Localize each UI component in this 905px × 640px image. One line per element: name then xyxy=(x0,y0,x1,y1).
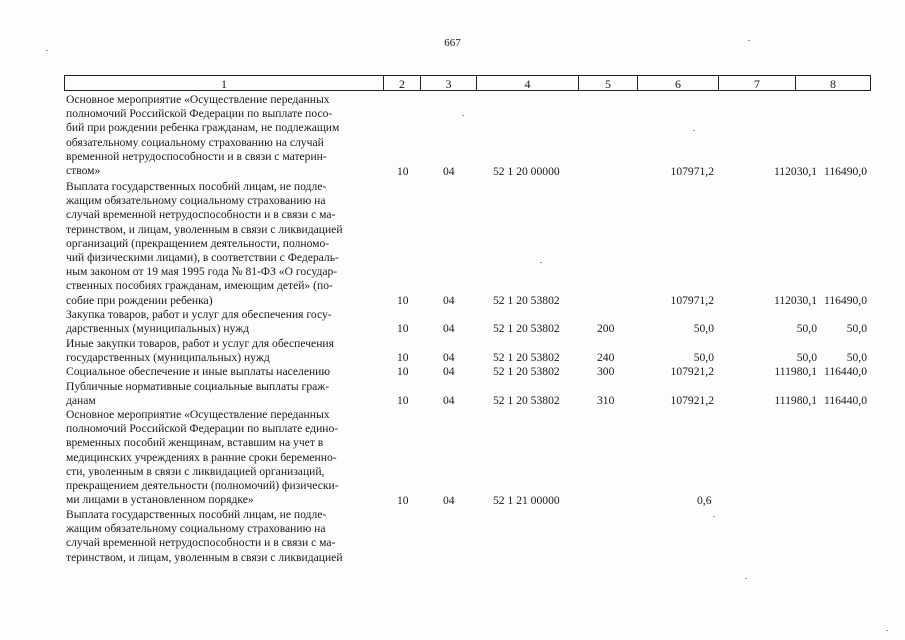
row-target-code: 52 1 20 00000 xyxy=(493,165,560,178)
row-subsection: 04 xyxy=(443,351,455,364)
row-description: Иные закупки товаров, работ и услуг для обеспечения государственных (муниципальных) нужд xyxy=(66,337,334,365)
header-col-4: 4 xyxy=(477,75,579,91)
header-col-2: 2 xyxy=(384,75,421,91)
row-description: Основное мероприятие «Осуществление переданных полномочий Российской Федерации по выплате едино- временных пособий женщинам, вставшим на учет в медицинских учреждениях в ранние сроки беременно- сти, уволенным в связи с ликвидацией организаций, прекращением деятельности (полномочий) физически- ми лицами в установленном порядке» xyxy=(66,408,339,507)
row-amount-col8: 116440,0 xyxy=(823,394,867,407)
row-amount-col6: 107971,2 xyxy=(670,165,714,178)
row-amount-col6: 0,6 xyxy=(697,494,712,507)
row-section: 10 xyxy=(397,294,409,307)
row-description: Социальное обеспечение и иные выплаты населению xyxy=(66,365,331,378)
row-amount-col8: 50,0 xyxy=(846,351,867,364)
row-expense-type: 200 xyxy=(597,322,615,335)
row-subsection: 04 xyxy=(443,494,455,507)
scan-speck xyxy=(540,262,542,263)
header-col-5: 5 xyxy=(579,75,638,91)
row-section: 10 xyxy=(397,365,409,378)
row-amount-col6: 107921,2 xyxy=(670,394,714,407)
header-col-1: 1 xyxy=(64,75,384,91)
scan-speck xyxy=(462,115,464,116)
row-amount-col6: 107971,2 xyxy=(670,294,714,307)
row-amount-col6: 107921,2 xyxy=(670,365,714,378)
row-section: 10 xyxy=(397,322,409,335)
row-amount-col6: 50,0 xyxy=(693,351,714,364)
row-description: Публичные нормативные социальные выплаты граж- данам xyxy=(66,380,330,408)
row-amount-col7: 111980,1 xyxy=(774,394,817,407)
row-amount-col8: 50,0 xyxy=(846,322,867,335)
row-subsection: 04 xyxy=(443,322,455,335)
header-col-7: 7 xyxy=(719,75,796,91)
row-description: Выплата государственных пособий лицам, не подле- жащим обязательному социальному страхованию на случай временной нетрудоспособности и в связи с ма- теринством, и лицам, уволенным в связи с ликвидацией организаций (прекращением деятельности, полномо- чий физическими лицами), в соответствии с Федераль- ным законом от 19 мая 1995 года № 81-ФЗ «О государ- ственных пособиях гражданам, имеющим детей» (по- собие при рождении ребенка) xyxy=(66,180,343,307)
row-amount-col8: 116440,0 xyxy=(823,365,867,378)
row-target-code: 52 1 20 53802 xyxy=(493,394,560,407)
row-amount-col7: 111980,1 xyxy=(774,365,817,378)
row-amount-col8: 116490,0 xyxy=(823,294,867,307)
header-col-8: 8 xyxy=(796,75,871,91)
row-amount-col8: 116490,0 xyxy=(823,165,867,178)
scan-speck xyxy=(693,130,695,131)
row-expense-type: 300 xyxy=(597,365,615,378)
row-section: 10 xyxy=(397,394,409,407)
row-section: 10 xyxy=(397,494,409,507)
row-amount-col7: 50,0 xyxy=(796,322,817,335)
row-amount-col7: 112030,1 xyxy=(773,294,817,307)
row-target-code: 52 1 20 53802 xyxy=(493,365,560,378)
row-expense-type: 240 xyxy=(597,351,615,364)
scan-speck xyxy=(46,50,48,51)
scan-speck xyxy=(713,516,715,517)
row-description: Основное мероприятие «Осуществление переданных полномочий Российской Федерации по выплате посо- бий при рождении ребенка гражданам, не подлежащим обязательному социальному страхованию на случай временной нетрудоспособности и в связи с материн- ством» xyxy=(66,93,340,178)
row-target-code: 52 1 20 53802 xyxy=(493,351,560,364)
row-amount-col6: 50,0 xyxy=(693,322,714,335)
row-subsection: 04 xyxy=(443,365,455,378)
row-description: Закупка товаров, работ и услуг для обеспечения госу- дарственных (муниципальных) нужд xyxy=(66,308,332,336)
scan-speck xyxy=(886,630,888,631)
row-amount-col7: 112030,1 xyxy=(773,165,817,178)
row-target-code: 52 1 20 53802 xyxy=(493,294,560,307)
row-subsection: 04 xyxy=(443,165,455,178)
page-number: 667 xyxy=(444,37,461,49)
header-col-6: 6 xyxy=(638,75,719,91)
row-description: Выплата государственных пособий лицам, не подле- жащим обязательному социальному страхованию на случай временной нетрудоспособности и в связи с ма- теринством, и лицам, уволенным в связи с ликвидацией xyxy=(66,508,343,564)
row-amount-col7: 50,0 xyxy=(796,351,817,364)
row-section: 10 xyxy=(397,351,409,364)
scan-speck xyxy=(748,40,750,41)
row-section: 10 xyxy=(397,165,409,178)
row-target-code: 52 1 20 53802 xyxy=(493,322,560,335)
row-target-code: 52 1 21 00000 xyxy=(493,494,560,507)
row-expense-type: 310 xyxy=(597,394,615,407)
row-subsection: 04 xyxy=(443,394,455,407)
scan-speck xyxy=(745,578,747,579)
row-subsection: 04 xyxy=(443,294,455,307)
header-col-3: 3 xyxy=(421,75,477,91)
